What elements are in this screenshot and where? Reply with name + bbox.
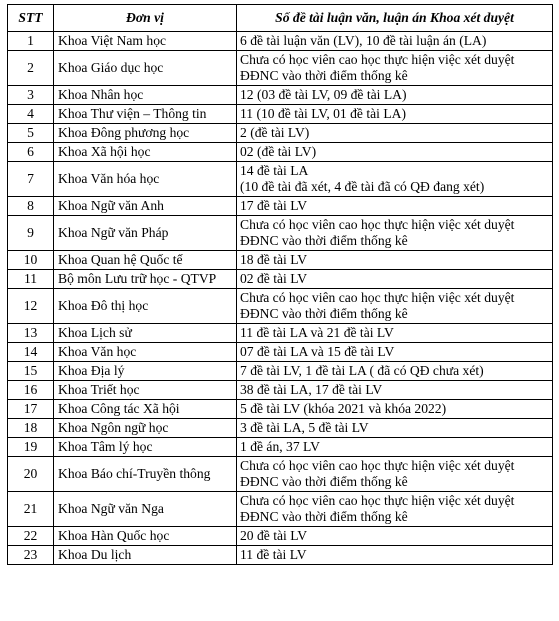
cell-stt: 10 <box>8 251 54 270</box>
table-row <box>8 546 553 565</box>
cell-count-line: 17 đề tài LV <box>240 198 308 213</box>
cell-unit: Khoa Triết học <box>54 381 237 400</box>
cell-count <box>237 289 553 324</box>
cell-unit: Khoa Tâm lý học <box>54 438 237 457</box>
cell-count <box>237 86 553 105</box>
cell-unit: Khoa Báo chí-Truyền thông <box>54 457 237 492</box>
cell-unit: Khoa Ngữ văn Pháp <box>54 216 237 251</box>
cell-count <box>237 400 553 419</box>
cell-count-line: ĐĐNC vào thời điểm thống kê <box>240 306 408 321</box>
cell-unit: Khoa Xã hội học <box>54 143 237 162</box>
cell-count <box>237 457 553 492</box>
cell-count-line: 38 đề tài LA, 17 đề tài LV <box>240 382 383 397</box>
cell-count-line: Chưa có học viên cao học thực hiện việc xét duyệt <box>240 217 515 232</box>
cell-count-line: 11 (10 đề tài LV, 01 đề tài LA) <box>240 106 406 121</box>
table-row <box>8 216 553 251</box>
table-row <box>8 251 553 270</box>
cell-unit: Bộ môn Lưu trữ học - QTVP <box>54 270 237 289</box>
cell-unit: Khoa Hàn Quốc học <box>54 527 237 546</box>
table-row <box>8 457 553 492</box>
cell-count <box>237 251 553 270</box>
cell-count <box>237 324 553 343</box>
cell-count <box>237 546 553 565</box>
table-row <box>8 197 553 216</box>
cell-stt: 20 <box>8 457 54 492</box>
cell-count <box>237 362 553 381</box>
table-header-row <box>8 5 553 32</box>
cell-count-line: 02 (đề tài LV) <box>240 144 317 159</box>
table-row <box>8 32 553 51</box>
cell-stt: 19 <box>8 438 54 457</box>
cell-count-line: 5 đề tài LV (khóa 2021 và khóa 2022) <box>240 401 447 416</box>
cell-unit: Khoa Địa lý <box>54 362 237 381</box>
cell-stt: 18 <box>8 419 54 438</box>
cell-unit: Khoa Ngữ văn Anh <box>54 197 237 216</box>
cell-count <box>237 216 553 251</box>
cell-unit: Khoa Thư viện – Thông tin <box>54 105 237 124</box>
cell-count <box>237 197 553 216</box>
cell-count <box>237 124 553 143</box>
cell-stt: 11 <box>8 270 54 289</box>
cell-unit: Khoa Đô thị học <box>54 289 237 324</box>
cell-unit: Khoa Quan hệ Quốc tế <box>54 251 237 270</box>
thesis-count-table <box>7 4 553 565</box>
table-row <box>8 289 553 324</box>
cell-count <box>237 527 553 546</box>
cell-count <box>237 32 553 51</box>
cell-count-line: 1 đề án, 37 LV <box>240 439 320 454</box>
table-row <box>8 343 553 362</box>
cell-stt: 5 <box>8 124 54 143</box>
cell-count-line: 20 đề tài LV <box>240 528 308 543</box>
header-stt: STT <box>8 5 54 32</box>
cell-stt: 4 <box>8 105 54 124</box>
header-count: Số đề tài luận văn, luận án Khoa xét duyệt <box>237 5 553 32</box>
cell-count-line: Chưa có học viên cao học thực hiện việc xét duyệt <box>240 458 515 473</box>
table-row <box>8 400 553 419</box>
cell-count-line: ĐĐNC vào thời điểm thống kê <box>240 474 408 489</box>
table-row <box>8 324 553 343</box>
table-body <box>8 32 553 565</box>
cell-count <box>237 143 553 162</box>
document-page <box>7 4 553 565</box>
cell-unit: Khoa Văn học <box>54 343 237 362</box>
cell-count-line: 2 (đề tài LV) <box>240 125 310 140</box>
cell-count-line: 14 đề tài LA <box>240 163 309 178</box>
cell-count-line: 6 đề tài luận văn (LV), 10 đề tài luận án (LA) <box>240 33 487 48</box>
cell-count <box>237 270 553 289</box>
table-row <box>8 105 553 124</box>
cell-count-line: 11 đề tài LV <box>240 547 307 562</box>
cell-count <box>237 438 553 457</box>
cell-stt: 16 <box>8 381 54 400</box>
table-row <box>8 86 553 105</box>
cell-stt: 9 <box>8 216 54 251</box>
cell-stt: 12 <box>8 289 54 324</box>
cell-unit: Khoa Đông phương học <box>54 124 237 143</box>
cell-stt: 6 <box>8 143 54 162</box>
cell-stt: 7 <box>8 162 54 197</box>
cell-count-line: Chưa có học viên cao học thực hiện việc xét duyệt <box>240 290 515 305</box>
cell-unit: Khoa Giáo dục học <box>54 51 237 86</box>
table-row <box>8 51 553 86</box>
cell-count-line: 11 đề tài LA và 21 đề tài LV <box>240 325 394 340</box>
cell-unit: Khoa Nhân học <box>54 86 237 105</box>
cell-stt: 2 <box>8 51 54 86</box>
cell-count <box>237 492 553 527</box>
table-row <box>8 362 553 381</box>
cell-count-line: ĐĐNC vào thời điểm thống kê <box>240 68 408 83</box>
cell-stt: 3 <box>8 86 54 105</box>
cell-count <box>237 343 553 362</box>
cell-stt: 22 <box>8 527 54 546</box>
cell-stt: 17 <box>8 400 54 419</box>
header-unit: Đơn vị <box>54 5 237 32</box>
table-row <box>8 419 553 438</box>
cell-count-line: (10 đề tài đã xét, 4 đề tài đã có QĐ đang xét) <box>240 179 485 194</box>
table-row <box>8 124 553 143</box>
cell-count <box>237 51 553 86</box>
cell-count-line: 12 (03 đề tài LV, 09 đề tài LA) <box>240 87 407 102</box>
cell-count-line: 18 đề tài LV <box>240 252 308 267</box>
cell-count <box>237 105 553 124</box>
cell-count-line: 07 đề tài LA và 15 đề tài LV <box>240 344 395 359</box>
cell-unit: Khoa Du lịch <box>54 546 237 565</box>
cell-count <box>237 162 553 197</box>
cell-unit: Khoa Ngữ văn Nga <box>54 492 237 527</box>
cell-unit: Khoa Việt Nam học <box>54 32 237 51</box>
cell-stt: 23 <box>8 546 54 565</box>
cell-stt: 21 <box>8 492 54 527</box>
cell-stt: 1 <box>8 32 54 51</box>
table-row <box>8 527 553 546</box>
cell-count <box>237 419 553 438</box>
table-row <box>8 270 553 289</box>
cell-stt: 8 <box>8 197 54 216</box>
table-row <box>8 438 553 457</box>
table-row <box>8 492 553 527</box>
cell-count-line: 7 đề tài LV, 1 đề tài LA ( đã có QĐ chưa xét) <box>240 363 484 378</box>
cell-unit: Khoa Lịch sử <box>54 324 237 343</box>
table-row <box>8 381 553 400</box>
cell-count-line: Chưa có học viên cao học thực hiện việc xét duyệt <box>240 493 515 508</box>
cell-count-line: 02 đề tài LV <box>240 271 308 286</box>
table-row <box>8 143 553 162</box>
cell-count-line: Chưa có học viên cao học thực hiện việc xét duyệt <box>240 52 515 67</box>
cell-count-line: 3 đề tài LA, 5 đề tài LV <box>240 420 369 435</box>
cell-stt: 14 <box>8 343 54 362</box>
cell-unit: Khoa Công tác Xã hội <box>54 400 237 419</box>
cell-count-line: ĐĐNC vào thời điểm thống kê <box>240 233 408 248</box>
cell-stt: 15 <box>8 362 54 381</box>
cell-unit: Khoa Văn hóa học <box>54 162 237 197</box>
cell-unit: Khoa Ngôn ngữ học <box>54 419 237 438</box>
cell-count-line: ĐĐNC vào thời điểm thống kê <box>240 509 408 524</box>
cell-stt: 13 <box>8 324 54 343</box>
table-row <box>8 162 553 197</box>
cell-count <box>237 381 553 400</box>
